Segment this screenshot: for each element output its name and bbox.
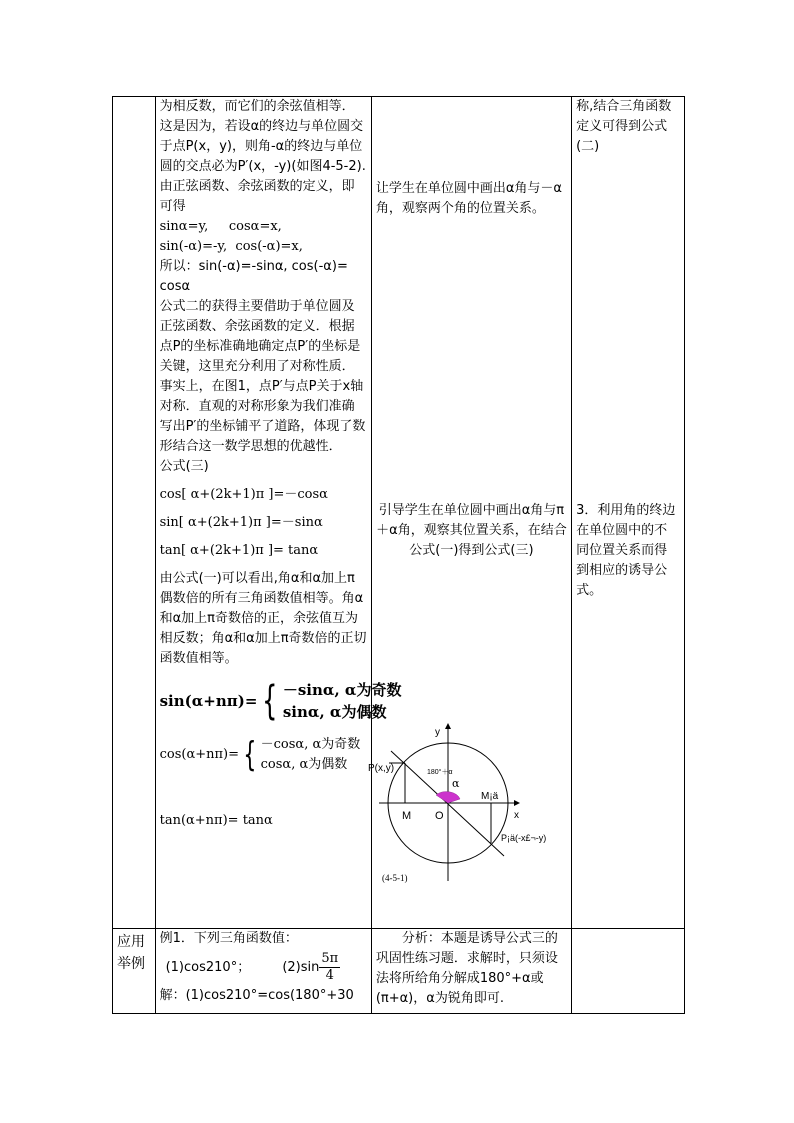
activity-2: 引导学生在单位圆中画出α角与π＋α角，观察其位置关系，在结合公式(一)得到公式(三) [376,503,567,558]
solution-line [160,986,358,1006]
eq-sin: sinα=y, [159,219,209,234]
sin-npi-lhs: sin(α+nπ)= [159,692,258,710]
label-p2: P¡ä(-x£¬-y) [500,833,547,843]
solution-text: 解：(1)cos210°=cos(180°+30 [159,988,354,1003]
table-row-application [113,929,685,1014]
angle-sector [436,792,460,803]
lesson-table [112,96,685,1014]
eq-cos: cosα=x, [228,219,282,234]
cos-case-even: cosα, α为偶数 [260,757,348,772]
cos-npi-lhs: cos(α+nπ)= [159,747,239,762]
unit-circle-figure [369,721,557,896]
x-axis-arrow-icon [514,800,520,806]
sin-npi-formula [159,678,402,724]
analysis-text: 分析：本题是诱导公式三的巩固性练习题．求解时，只须设法将所给角分解成180°+α或(π+α)，α为锐角即可. [375,931,558,1006]
label-m2: M¡ä [480,791,499,802]
example-item-1: (1)cos210°； [165,960,251,975]
formula3-cos: cos[ α+(2k+1)π ]=－cosα [159,487,328,502]
eq-line-1 [160,217,367,237]
fraction-5pi-over-4 [319,951,340,984]
left-brace-icon: { [243,735,257,775]
eq-cos-neg: cos(-α)=x, [235,239,303,254]
note-cell [572,97,685,929]
apply-label-cell [113,929,156,1014]
formula3-title: 公式(三) [159,459,209,474]
left-brace-icon: { [262,678,278,724]
example-title: 例1．下列三角函数值： [159,931,298,946]
apply-label: 应用举例 [117,934,145,972]
apply-note-cell-empty [572,929,685,1014]
table-row-formula-derivation [113,97,685,929]
tan-npi-formula: tan(α+nπ)= tanα [159,813,273,828]
activity-1: 让学生在单位圆中画出α角与－α角，观察两个角的位置关系。 [375,181,562,216]
y-axis-arrow-icon [445,723,451,729]
figure-caption: (4-5-1) [381,873,408,883]
note-2: 3．利用角的终边在单位圆中的不同位置关系而得到相应的诱导公式。 [576,503,676,598]
activity-cell [367,97,571,929]
eq-sin-neg: sin(-α)=-y, [159,239,228,254]
eq-conclusion: 所以：sin(-α)=-sinα, cos(-α)= cosα [159,259,348,294]
label-alpha: α [451,777,460,790]
sin-case-odd: －sinα, α为奇数 [282,681,402,699]
proof-note: 公式二的获得主要借助于单位圆及正弦函数、余弦函数的定义．根据点P的坐标准确地确定点P′的坐标是关键，这里充分利用了对称性质．事实上，在图1，点P′与点P关于x轴对称．直观的对称形象为我们准确写出P′的坐标铺平了道路，体现了数形结合这一数学思想的优越性． [159,299,366,454]
label-p: P(x,y) [367,763,394,774]
cos-npi-cases [261,735,361,775]
label-cell-empty [113,97,156,929]
fraction-denominator: 4 [325,968,334,983]
cos-case-odd: －cosα, α为奇数 [260,737,361,752]
label-m: M [401,810,411,822]
label-x: x [513,810,519,821]
eq-line-2 [160,237,367,257]
cos-npi-formula [159,735,361,775]
label-o: O [434,810,444,822]
explanation-text: 由公式(一)可以看出,角α和α加上π偶数倍的所有三角函数值相等。角α和α加上π奇数倍的正，余弦值互为相反数；角α和α加上π奇数倍的正切函数值相等。 [159,571,367,666]
label-angle: 180°＋α [426,769,453,776]
intro-text: 为相反数，而它们的余弦值相等．这是因为，若设α的终边与单位圆交于点P(x，y)，则角-α的终边与单位圆的交点必为P′(x，-y)(如图4-5-2).由正弦函数、余弦函数的定义，即可得 [159,99,366,214]
label-y: y [434,727,440,738]
example-cell [155,929,371,1014]
sin-case-even: sinα, α为偶数 [282,703,387,721]
formula3-tan: tan[ α+(2k+1)π ]= tanα [159,543,319,558]
fraction-numerator: 5π [321,951,339,966]
analysis-cell [371,929,571,1014]
formula3-sin: sin[ α+(2k+1)π ]=－sinα [159,515,323,530]
example-item-2-prefix: (2)sin [282,960,320,975]
note-1: 称,结合三角函数定义可得到公式(二) [576,99,672,154]
example-items [160,951,367,984]
